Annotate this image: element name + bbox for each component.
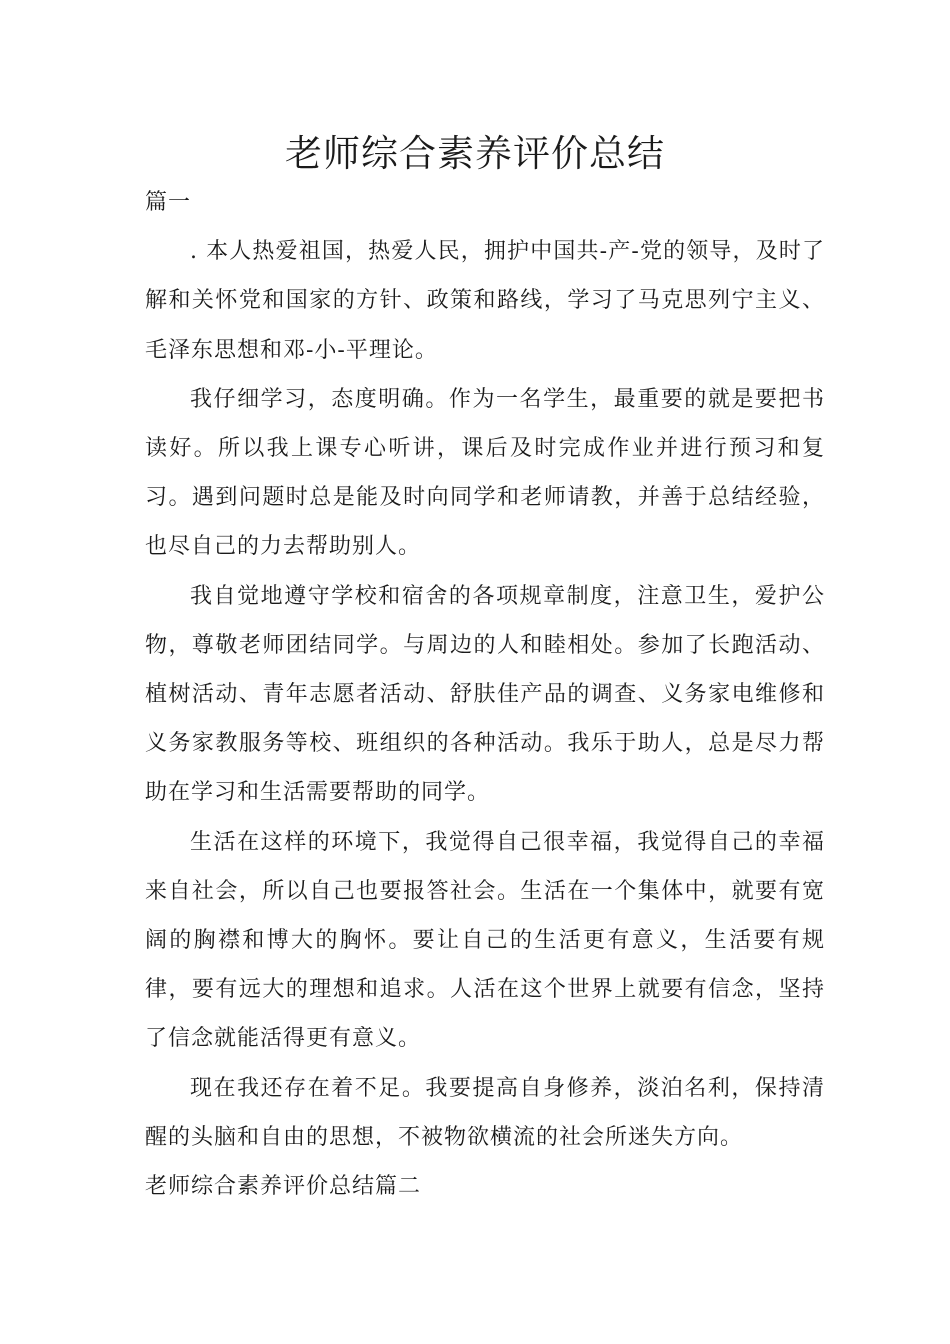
paragraph-life: 生活在这样的环境下，我觉得自己很幸福，我觉得自己的幸福来自社会，所以自己也要报答社会。生活在一个集体中，就要有宽阔的胸襟和博大的胸怀。要让自己的生活更有意义，生活要有规律，要有远大的理想和追求。人活在这个世界上就要有信念，坚持了信念就能活得更有意义。 (145, 829, 825, 1052)
document-title: 老师综合素养评价总结 (285, 132, 665, 175)
document-body (145, 178, 825, 1211)
paragraph-discipline: 我自觉地遵守学校和宿舍的各项规章制度，注意卫生，爱护公物，尊敬老师团结同学。与周边的人和睦相处。参加了长跑活动、植树活动、青年志愿者活动、舒肤佳产品的调查、义务家电维修和义务家教服务等校、班组织的各种活动。我乐于助人，总是尽力帮助在学习和生活需要帮助的同学。 (145, 583, 825, 806)
paragraph-study: 我仔细学习，态度明确。作为一名学生，最重要的就是要把书读好。所以我上课专心听讲，课后及时完成作业并进行预习和复习。遇到问题时总是能及时向同学和老师请教，并善于总结经验，也尽自己的力去帮助别人。 (145, 386, 825, 560)
paragraph-patriotism: . 本人热爱祖国，热爱人民，拥护中国共-产-党的领导，及时了解和关怀党和国家的方针、政策和路线，学习了马克思列宁主义、毛泽东思想和邓-小-平理论。 (145, 239, 825, 363)
section-heading-one: 篇一 (145, 190, 192, 215)
section-heading-two: 老师综合素养评价总结篇二 (145, 1174, 422, 1200)
paragraph-shortcomings: 现在我还存在着不足。我要提高自身修养，淡泊名利，保持清醒的头脑和自由的思想，不被物欲横流的社会所迷失方向。 (145, 1075, 825, 1150)
